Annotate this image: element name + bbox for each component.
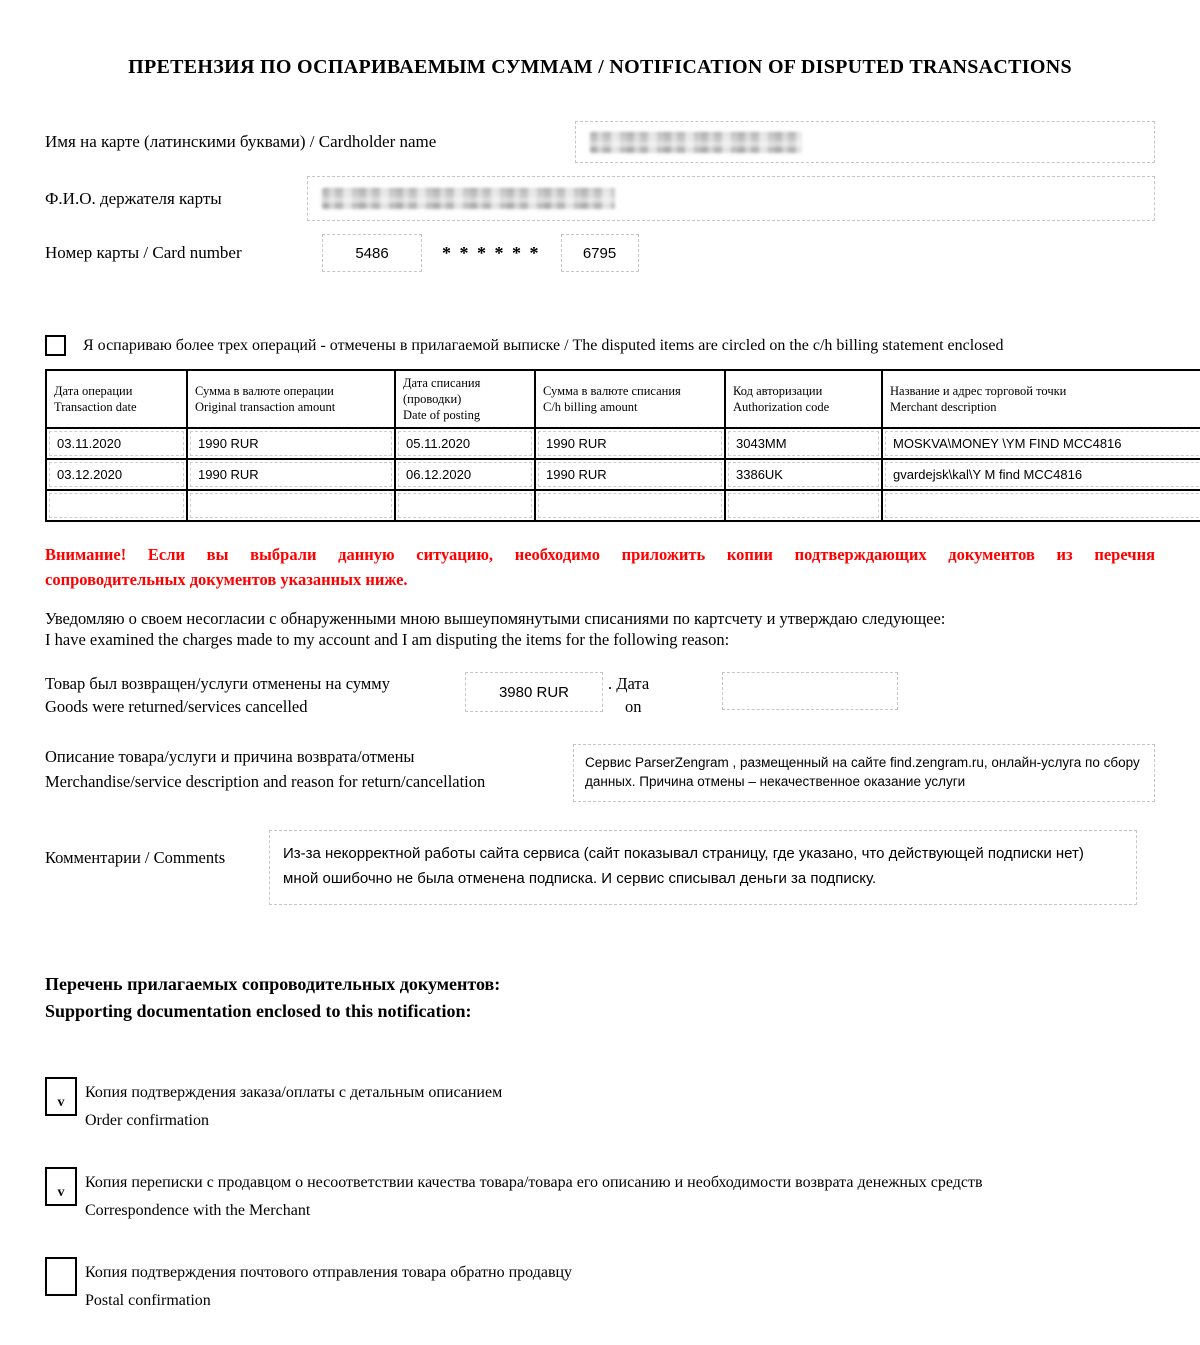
card-number-row — [45, 234, 1155, 272]
description-row — [45, 744, 1155, 802]
cell-input[interactable] — [49, 493, 184, 518]
cell-input[interactable] — [538, 493, 722, 518]
cardholder-name-redacted-value — [590, 132, 802, 153]
order-confirmation-label: Копия подтверждения заказа/оплаты с детальным описанием Order confirmation — [85, 1084, 503, 1129]
cell-input[interactable]: 1990 RUR — [190, 462, 392, 487]
doc-item-merchant-correspondence — [45, 1167, 1155, 1225]
description-input[interactable]: Сервис ParserZengram , размещенный на сайте find.zengram.ru, онлайн-услуга по сбору данных. Причина отмены – некачественное оказание услуги — [573, 744, 1155, 802]
cell-input[interactable]: MOSKVA\MONEY \YM FIND MCC4816 — [885, 431, 1200, 456]
supporting-docs-heading-ru: Перечень прилагаемых сопроводительных документов: — [45, 974, 501, 994]
cell-input[interactable]: 1990 RUR — [538, 431, 722, 456]
cardholder-name-row — [45, 121, 1155, 163]
table-header-row — [46, 370, 1200, 428]
col-header-merchant: Название и адрес торговой точки Merchant description — [882, 370, 1200, 428]
table-row — [46, 428, 1200, 459]
col-header-transaction-date: Дата операции Transaction date — [46, 370, 187, 428]
cell-input[interactable]: 3386UK — [728, 462, 879, 487]
card-number-mask: * * * * * * — [442, 242, 541, 263]
doc-item-postal-confirmation — [45, 1257, 1155, 1315]
merchant-correspondence-label: Копия переписки с продавцом о несоответствии качества товара/товара его описанию и необходимости возврата денежных средств Correspondence with the Merchant — [85, 1174, 983, 1219]
statement-ru: Уведомляю о своем несогласии с обнаруженными мною вышеупомянутыми списаниями по картсчету и утверждаю следующее: — [45, 609, 946, 628]
card-first4-input[interactable]: 5486 — [322, 234, 422, 272]
holder-fio-input[interactable] — [307, 176, 1155, 221]
transactions-table — [45, 369, 1200, 522]
col-header-posting-date: Дата списания (проводки) Date of posting — [395, 370, 535, 428]
col-header-auth-code: Код авторизации Authorization code — [725, 370, 882, 428]
cell-input[interactable]: 1990 RUR — [190, 431, 392, 456]
comments-row — [45, 830, 1155, 905]
cell-input[interactable]: gvardejsk\kal\Y M find MCC4816 — [885, 462, 1200, 487]
supporting-docs-heading — [45, 971, 1155, 1025]
col-header-original-amount: Сумма в валюте операции Original transaction amount — [187, 370, 395, 428]
return-date-label: . Дата on — [608, 674, 650, 716]
holder-fio-redacted-value — [322, 188, 615, 209]
supporting-docs-heading-en: Supporting documentation enclosed to this notification: — [45, 1001, 472, 1021]
holder-fio-row — [45, 176, 1155, 221]
multi-dispute-row — [45, 335, 1155, 356]
table-row — [46, 459, 1200, 490]
cell-input[interactable]: 1990 RUR — [538, 462, 722, 487]
goods-returned-label: Товар был возвращен/услуги отменены на сумму Goods were returned/services cancelled — [45, 674, 390, 716]
return-date-input[interactable] — [722, 672, 898, 710]
order-confirmation-checkbox[interactable]: v — [45, 1077, 77, 1116]
table-row — [46, 490, 1200, 521]
comments-label: Комментарии / Comments — [45, 848, 226, 867]
cell-input[interactable]: 03.12.2020 — [49, 462, 184, 487]
doc-item-order-confirmation — [45, 1077, 1155, 1135]
comments-input[interactable]: Из-за некорректной работы сайта сервиса (сайт показывал страницу, где указано, что действующей подписки нет) мной ошибочно не была отменена подписка. И сервис списывал деньги за подписку. — [269, 830, 1137, 905]
cell-input[interactable]: 06.12.2020 — [398, 462, 532, 487]
merchant-correspondence-checkbox[interactable]: v — [45, 1167, 77, 1206]
postal-confirmation-label: Копия подтверждения почтового отправления товара обратно продавцу Postal confirmation — [85, 1264, 573, 1309]
statement-text — [45, 608, 1155, 650]
cell-input[interactable] — [885, 493, 1200, 518]
page-title: ПРЕТЕНЗИЯ ПО ОСПАРИВАЕМЫМ СУММАМ / NOTIFICATION OF DISPUTED TRANSACTIONS — [128, 56, 1072, 78]
description-label: Описание товара/услуги и причина возврата/отмены Merchandise/service description and reason for return/cancellation — [45, 747, 486, 791]
cell-input[interactable] — [728, 493, 879, 518]
cell-input[interactable]: 3043MM — [728, 431, 879, 456]
cell-input[interactable]: 05.11.2020 — [398, 431, 532, 456]
returned-amount-input[interactable]: 3980 RUR — [465, 672, 603, 712]
multi-dispute-checkbox[interactable] — [45, 335, 66, 356]
cell-input[interactable] — [398, 493, 532, 518]
goods-returned-row — [45, 672, 1155, 718]
holder-fio-label: Ф.И.О. держателя карты — [45, 188, 222, 208]
card-last4-input[interactable]: 6795 — [561, 234, 639, 272]
cell-input[interactable]: 03.11.2020 — [49, 431, 184, 456]
statement-en: I have examined the charges made to my account and I am disputing the items for the following reason: — [45, 630, 730, 649]
card-number-label: Номер карты / Card number — [45, 243, 242, 262]
warning-text: Внимание! Если вы выбрали данную ситуацию, необходимо приложить копии подтверждающих документов из перечня сопроводительных документов указанных ниже. — [45, 545, 1155, 589]
col-header-billing-amount: Сумма в валюте списания C/h billing amount — [535, 370, 725, 428]
postal-confirmation-checkbox[interactable] — [45, 1257, 77, 1296]
cell-input[interactable] — [190, 493, 392, 518]
cardholder-name-label: Имя на карте (латинскими буквами) / Cardholder name — [45, 132, 437, 151]
cardholder-name-input[interactable] — [575, 121, 1155, 163]
multi-dispute-label: Я оспариваю более трех операций - отмечены в прилагаемой выписке / The disputed items are circled on the c/h billing statement enclosed — [83, 336, 1004, 354]
